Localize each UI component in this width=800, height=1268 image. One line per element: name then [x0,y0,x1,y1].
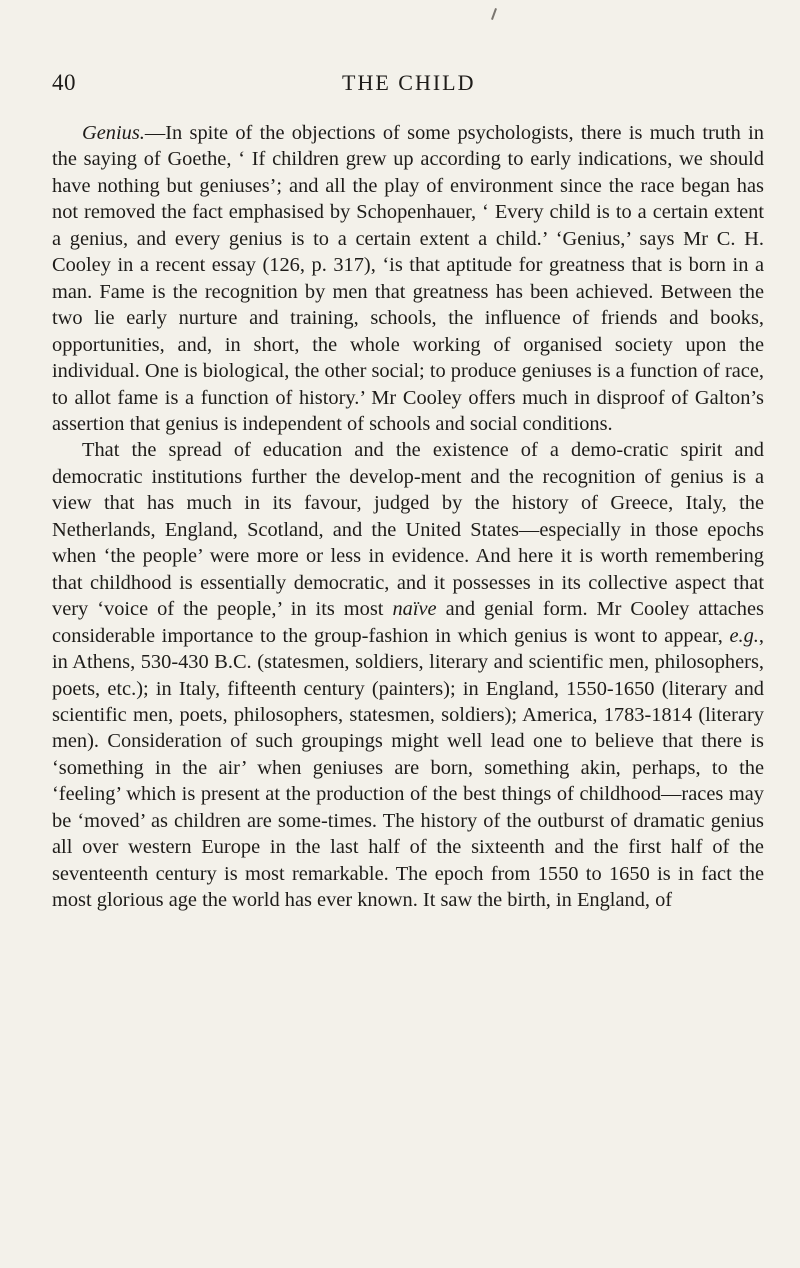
paragraph-democracy [52,437,764,913]
scan-mark [491,8,497,20]
running-title: THE CHILD [342,70,476,95]
page-header [52,70,764,110]
paragraph-democracy-text-c: , in Athens, 530-430 B.C. (statesmen, soldiers, literary and scientific men, philosophers, poets, etc.); in Italy, fifteenth century (painters); in England, 1550-1650 (literary and scientific men, poets, philosophers, statesmen, soldiers); America, 1783-1814 (literary men). Consideration of such groupings might well lead one to believe that there is ‘something in the air’ when geniuses are born, something akin, perhaps, to the ‘feeling’ which is present at the production of the best things of childhood—races may be ‘moved’ as children are some-times. The history of the outburst of dramatic genius all over western Europe in the last half of the sixteenth and the first half of the seventeenth century is most remarkable. The epoch from 1550 to 1650 is in fact the most glorious age the world has ever known. It saw the birth, in England, of [52,624,764,912]
book-page [52,70,764,914]
italic-naive: naïve [392,598,437,621]
page-number: 40 [52,70,76,95]
paragraph-democracy-text-b: and genial form. Mr Cooley attaches considerable importance to the group-fashion in which genius is wont to appear, [52,598,764,647]
body-text [52,120,764,914]
section-lead-in: Genius. [82,122,145,144]
paragraph-genius-text: —In spite of the objections of some psychologists, there is much truth in the saying of Goethe, ‘ If children grew up according to early indications, we should have nothing but geniuses’; and all the play of environment since the race began has not removed the fact emphasised by Schopenhauer, ‘ Every child is to a certain extent a genius, and every genius is to a certain extent a child.’ ‘Genius,’ says Mr C. H. Cooley in a recent essay (126, p. 317), ‘is that aptitude for greatness that is born in a man. Fame is the recognition by men that greatness has been achieved. Between the two lie early nurture and training, schools, the influence of friends and books, opportunities, and, in short, the whole working of organised society upon the individual. One is biological, the other social; to produce geniuses is a function of race, to allot fame is a function of history.’ Mr Cooley offers much in disproof of Galton’s assertion that genius is independent of schools and social conditions. [52,122,764,435]
paragraph-democracy-text-a: That the spread of education and the existence of a demo-cratic spirit and democratic institutions further the develop-ment and the recognition of genius is a view that has much in its favour, judged by the history of Greece, Italy, the Netherlands, England, Scotland, and the United States—especially in those epochs when ‘the people’ were more or less in evidence. And here it is worth remembering that childhood is essentially democratic, and it possesses in its collective aspect that very ‘voice of the people,’ in its most [52,439,764,621]
italic-eg: e.g. [729,624,759,647]
paragraph-genius [52,120,764,437]
